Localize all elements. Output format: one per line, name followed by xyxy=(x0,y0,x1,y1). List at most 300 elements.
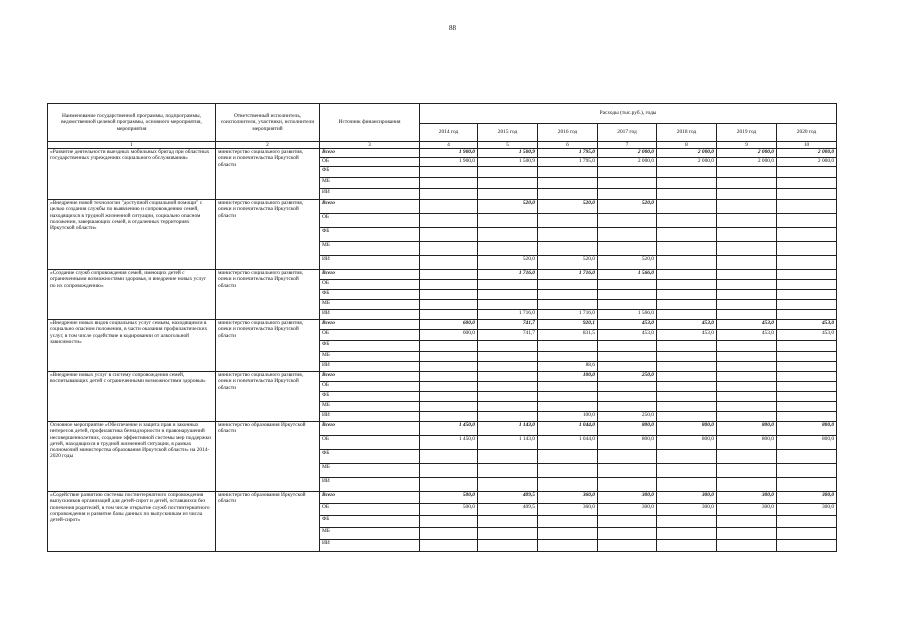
expense-value xyxy=(478,464,538,478)
expense-value: 2 000,0 xyxy=(598,158,657,167)
expense-value xyxy=(478,372,538,382)
expense-value xyxy=(598,352,657,362)
expense-value xyxy=(478,290,538,300)
table-row xyxy=(48,320,837,330)
expense-value xyxy=(598,450,657,464)
expense-value xyxy=(717,270,777,280)
funding-source: Всего xyxy=(320,492,420,504)
expense-value: 800,0 xyxy=(657,422,717,436)
expense-value xyxy=(420,528,478,540)
expense-value: 600,0 xyxy=(420,320,478,330)
expense-value: 409,5 xyxy=(478,492,538,504)
header-name: Наименование государственной программы, подпрограммы, ведомственной целевой программы, основного мероприятия, мероприятия xyxy=(48,104,216,142)
expense-value: 1 795,0 xyxy=(538,158,598,167)
expense-value xyxy=(420,450,478,464)
expense-value xyxy=(657,341,717,352)
expense-value xyxy=(478,478,538,492)
expense-value xyxy=(657,228,717,242)
expense-value: 453,0 xyxy=(598,320,657,330)
expense-value xyxy=(717,228,777,242)
funding-source: МБ xyxy=(320,352,420,362)
expense-value xyxy=(538,352,598,362)
table-row xyxy=(48,149,837,158)
expense-value: 88,6 xyxy=(538,362,598,372)
expense-value: 520,0 xyxy=(598,200,657,214)
expense-value xyxy=(478,228,538,242)
expense-value xyxy=(538,290,598,300)
expense-value xyxy=(538,228,598,242)
expense-value xyxy=(777,402,837,412)
expense-value xyxy=(538,178,598,189)
funding-source: ИИ xyxy=(320,256,420,270)
expense-value xyxy=(657,300,717,310)
expense-value: 800,0 xyxy=(777,422,837,436)
expense-value: 1 716,0 xyxy=(538,310,598,320)
expense-value xyxy=(657,290,717,300)
funding-source: МБ xyxy=(320,300,420,310)
expense-value: 100,0 xyxy=(538,372,598,382)
activity-name: «Создание служб сопровождения семей, имеющих детей с ограниченными возможностями здоровья, и внедрение новых услуг по их сопровождению» xyxy=(48,270,216,320)
table-row xyxy=(48,270,837,280)
expense-value: 520,0 xyxy=(598,256,657,270)
expense-value: 2 000,0 xyxy=(717,149,777,158)
expense-value xyxy=(420,402,478,412)
expense-value: 800,0 xyxy=(598,436,657,450)
expense-value xyxy=(717,214,777,228)
funding-source: Всего xyxy=(320,149,420,158)
expense-value: 300,0 xyxy=(598,504,657,516)
expense-value: 831,5 xyxy=(538,330,598,341)
expense-value: 360,0 xyxy=(538,504,598,516)
expense-value xyxy=(478,341,538,352)
expense-value xyxy=(420,280,478,290)
expense-value xyxy=(420,464,478,478)
expense-value xyxy=(777,214,837,228)
expense-value xyxy=(657,270,717,280)
activity-name: «Внедрение новых услуг в систему сопровождения семей, воспитывающих детей с ограниченными возможностями здоровья» xyxy=(48,372,216,422)
expense-value xyxy=(777,178,837,189)
expense-value xyxy=(717,200,777,214)
funding-source: ФБ xyxy=(320,516,420,528)
expense-value: 300,0 xyxy=(777,504,837,516)
funding-source: МБ xyxy=(320,242,420,256)
expense-value: 500,0 xyxy=(420,504,478,516)
expense-value xyxy=(598,402,657,412)
expense-value: 2 000,0 xyxy=(717,158,777,167)
expense-value xyxy=(598,290,657,300)
budget-table xyxy=(47,103,837,552)
expense-value xyxy=(598,214,657,228)
expense-value xyxy=(420,270,478,280)
expense-value xyxy=(478,516,538,528)
expense-value xyxy=(777,300,837,310)
expense-value xyxy=(598,392,657,402)
expense-value: 250,0 xyxy=(598,412,657,422)
expense-value xyxy=(598,178,657,189)
expense-value xyxy=(717,450,777,464)
expense-value xyxy=(717,540,777,552)
expense-value: 1 716,0 xyxy=(478,270,538,280)
expense-value xyxy=(777,189,837,200)
expense-value: 600,0 xyxy=(420,330,478,341)
funding-source: ФБ xyxy=(320,290,420,300)
expense-value xyxy=(777,228,837,242)
funding-source: ИИ xyxy=(320,189,420,200)
expense-value xyxy=(717,528,777,540)
expense-value xyxy=(657,372,717,382)
funding-source: ФБ xyxy=(320,228,420,242)
expense-value xyxy=(598,540,657,552)
expense-value xyxy=(538,402,598,412)
expense-value xyxy=(657,478,717,492)
expense-value xyxy=(538,189,598,200)
funding-source: ОБ xyxy=(320,158,420,167)
expense-value: 300,0 xyxy=(657,492,717,504)
expense-value xyxy=(538,280,598,290)
expense-value xyxy=(777,372,837,382)
expense-value xyxy=(657,464,717,478)
expense-value xyxy=(478,450,538,464)
expense-value xyxy=(777,167,837,178)
column-number: 8 xyxy=(657,142,717,149)
expense-value xyxy=(478,280,538,290)
expense-value xyxy=(478,178,538,189)
expense-value xyxy=(598,362,657,372)
expense-value xyxy=(478,189,538,200)
column-number-row xyxy=(48,142,837,149)
expense-value xyxy=(538,464,598,478)
expense-value: 500,0 xyxy=(420,492,478,504)
expense-value: 520,0 xyxy=(478,256,538,270)
funding-source: ИИ xyxy=(320,412,420,422)
year-header: 2017 год xyxy=(598,124,657,142)
table-row xyxy=(48,200,837,214)
expense-value: 741,7 xyxy=(478,330,538,341)
expense-value xyxy=(420,256,478,270)
expense-value xyxy=(657,528,717,540)
table-body xyxy=(48,149,837,552)
expense-value xyxy=(717,516,777,528)
expense-value xyxy=(598,478,657,492)
expense-value: 453,0 xyxy=(717,330,777,341)
expense-value xyxy=(777,528,837,540)
expense-value xyxy=(777,242,837,256)
expense-value xyxy=(598,280,657,290)
expense-value xyxy=(657,412,717,422)
expense-value xyxy=(598,228,657,242)
expense-value xyxy=(538,341,598,352)
expense-value: 1 566,0 xyxy=(598,310,657,320)
expense-value xyxy=(777,270,837,280)
activity-name: «Содействие развитию системы постинтернатного сопровождения выпускников организаций для детей-сирот и детей, оставшихся без попечения родителей, в том числе открытие служб постинтернатного сопровождения и развитие базы данных по выпускникам из числа детей-сирот» xyxy=(48,492,216,552)
year-header: 2020 год xyxy=(777,124,837,142)
expense-value xyxy=(538,516,598,528)
expense-value xyxy=(777,280,837,290)
expense-value: 1 795,0 xyxy=(538,149,598,158)
expense-value: 1 500,9 xyxy=(478,149,538,158)
activity-name: «Внедрение новых видов социальных услуг семьям, находящимся в социально опасном положении, в части оказания профилактических услуг, в том числе содействие в кодировании от алкогольной зависимости» xyxy=(48,320,216,372)
funding-source: МБ xyxy=(320,528,420,540)
expense-value xyxy=(777,200,837,214)
expense-value xyxy=(538,540,598,552)
expense-value: 300,0 xyxy=(657,504,717,516)
funding-source: Всего xyxy=(320,270,420,280)
expense-value xyxy=(657,242,717,256)
expense-value: 1 566,0 xyxy=(598,270,657,280)
funding-source: ИИ xyxy=(320,540,420,552)
column-number: 4 xyxy=(420,142,478,149)
expense-value xyxy=(777,310,837,320)
expense-value: 1 450,0 xyxy=(420,436,478,450)
expense-value xyxy=(478,382,538,392)
expense-value xyxy=(657,362,717,372)
funding-source: Всего xyxy=(320,422,420,436)
expense-value: 800,0 xyxy=(657,436,717,450)
expense-value xyxy=(717,290,777,300)
expense-value: 800,0 xyxy=(717,422,777,436)
funding-source: ОБ xyxy=(320,382,420,392)
expense-value xyxy=(420,372,478,382)
expense-value xyxy=(478,362,538,372)
expense-value xyxy=(657,280,717,290)
expense-value xyxy=(598,341,657,352)
expense-value: 453,0 xyxy=(777,320,837,330)
expense-value xyxy=(538,450,598,464)
responsible-executor: министерство социального развития, опеки и попечительства Иркутской области xyxy=(216,320,320,372)
expense-value xyxy=(657,189,717,200)
expense-value xyxy=(478,242,538,256)
expense-value xyxy=(717,372,777,382)
table-row xyxy=(48,422,837,436)
expense-value xyxy=(717,300,777,310)
funding-source: МБ xyxy=(320,464,420,478)
expense-value xyxy=(420,540,478,552)
expense-value: 453,0 xyxy=(657,320,717,330)
header-exec: Ответственный исполнитель, соисполнители, участники, исполнители мероприятий xyxy=(216,104,320,142)
expense-value xyxy=(538,392,598,402)
funding-source: ОБ xyxy=(320,280,420,290)
column-number: 1 xyxy=(48,142,216,149)
expense-value xyxy=(538,300,598,310)
column-number: 10 xyxy=(777,142,837,149)
year-header: 2018 год xyxy=(657,124,717,142)
expense-value: 300,0 xyxy=(717,492,777,504)
expense-value xyxy=(717,310,777,320)
expense-value: 1 500,9 xyxy=(478,158,538,167)
expense-value xyxy=(420,478,478,492)
expense-value xyxy=(478,540,538,552)
funding-source: Всего xyxy=(320,320,420,330)
expense-value xyxy=(420,228,478,242)
header-source: Источник финансирования xyxy=(320,104,420,142)
year-header: 2016 год xyxy=(538,124,598,142)
expense-value xyxy=(717,256,777,270)
responsible-executor: министерство социального развития, опеки и попечительства Иркутской области xyxy=(216,200,320,270)
expense-value xyxy=(478,402,538,412)
expense-value xyxy=(657,382,717,392)
expense-value xyxy=(420,214,478,228)
year-header: 2014 год xyxy=(420,124,478,142)
expense-value xyxy=(777,352,837,362)
expense-value xyxy=(538,382,598,392)
expense-value xyxy=(478,352,538,362)
expense-value xyxy=(717,352,777,362)
expense-value xyxy=(657,167,717,178)
expense-value: 453,0 xyxy=(717,320,777,330)
expense-value: 800,0 xyxy=(717,436,777,450)
expense-value xyxy=(598,382,657,392)
expense-value xyxy=(598,516,657,528)
expense-value xyxy=(777,450,837,464)
expense-value xyxy=(717,341,777,352)
funding-source: ФБ xyxy=(320,341,420,352)
expense-value: 453,0 xyxy=(777,330,837,341)
expense-value: 300,0 xyxy=(777,492,837,504)
expense-value: 300,0 xyxy=(598,492,657,504)
expense-value: 800,0 xyxy=(777,436,837,450)
expense-value xyxy=(538,242,598,256)
expense-value: 1 900,0 xyxy=(420,158,478,167)
funding-source: Всего xyxy=(320,372,420,382)
expense-value xyxy=(598,167,657,178)
expense-value xyxy=(420,178,478,189)
expense-value xyxy=(420,167,478,178)
year-header: 2015 год xyxy=(478,124,538,142)
year-header: 2019 год xyxy=(717,124,777,142)
expense-value xyxy=(777,362,837,372)
expense-value xyxy=(657,310,717,320)
expense-value xyxy=(657,352,717,362)
expense-value: 453,0 xyxy=(598,330,657,341)
activity-name: «Развитие деятельности выездных мобильных бригад при областных государственных учреждениях социального обслуживания» xyxy=(48,149,216,200)
expense-value xyxy=(420,341,478,352)
expense-value xyxy=(420,189,478,200)
expense-value xyxy=(538,167,598,178)
funding-source: ИИ xyxy=(320,362,420,372)
expense-value xyxy=(420,412,478,422)
expense-value xyxy=(538,528,598,540)
expense-value xyxy=(717,392,777,402)
column-number: 7 xyxy=(598,142,657,149)
expense-value: 1 900,0 xyxy=(420,149,478,158)
funding-source: ОБ xyxy=(320,436,420,450)
activity-name: «Внедрение новой технологии "доступной социальной помощи" с целью создания службы по выявлению и сопровождению семей, находящихся в трудной жизненной ситуации, социально опасном положении, завершающих семей, в отдаленных территориях Иркутской области» xyxy=(48,200,216,270)
responsible-executor: министерство образования Иркутской области xyxy=(216,492,320,552)
column-number: 2 xyxy=(216,142,320,149)
expense-value xyxy=(657,450,717,464)
responsible-executor: министерство образования Иркутской области xyxy=(216,422,320,492)
funding-source: ОБ xyxy=(320,330,420,341)
expense-value xyxy=(777,392,837,402)
funding-source: ИИ xyxy=(320,478,420,492)
responsible-executor: министерство социального развития, опеки и попечительства Иркутской области xyxy=(216,372,320,422)
expense-value xyxy=(717,280,777,290)
expense-value: 1 044,0 xyxy=(538,436,598,450)
expense-value xyxy=(420,242,478,256)
funding-source: ФБ xyxy=(320,167,420,178)
expense-value xyxy=(598,189,657,200)
expense-value: 409,5 xyxy=(478,504,538,516)
expense-value: 520,0 xyxy=(538,200,598,214)
expense-value: 920,1 xyxy=(538,320,598,330)
expense-value: 2 000,0 xyxy=(777,158,837,167)
expense-value xyxy=(657,214,717,228)
expense-value xyxy=(420,290,478,300)
funding-source: ОБ xyxy=(320,504,420,516)
expense-value xyxy=(598,300,657,310)
expense-value xyxy=(420,310,478,320)
expense-value xyxy=(598,464,657,478)
expense-value xyxy=(777,341,837,352)
expense-value xyxy=(717,189,777,200)
expense-value: 2 000,0 xyxy=(777,149,837,158)
funding-source: МБ xyxy=(320,178,420,189)
expense-value xyxy=(777,382,837,392)
expense-value xyxy=(657,402,717,412)
expense-value xyxy=(777,464,837,478)
funding-source: ФБ xyxy=(320,450,420,464)
expense-value xyxy=(777,516,837,528)
expense-value: 100,0 xyxy=(538,412,598,422)
expense-value xyxy=(657,256,717,270)
expense-value xyxy=(538,478,598,492)
expense-value xyxy=(420,382,478,392)
expense-value: 300,0 xyxy=(717,504,777,516)
funding-source: Всего xyxy=(320,200,420,214)
expense-value xyxy=(717,412,777,422)
expense-value xyxy=(777,478,837,492)
page-number: 88 xyxy=(449,24,456,32)
expense-value xyxy=(420,392,478,402)
expense-value xyxy=(777,540,837,552)
expense-value: 800,0 xyxy=(598,422,657,436)
table-row xyxy=(48,372,837,382)
expense-value: 2 000,0 xyxy=(657,158,717,167)
funding-source: МБ xyxy=(320,402,420,412)
expense-value xyxy=(717,178,777,189)
expense-value xyxy=(598,528,657,540)
column-number: 3 xyxy=(320,142,420,149)
expense-value: 520,0 xyxy=(478,200,538,214)
expense-value: 1 044,0 xyxy=(538,422,598,436)
funding-source: ИИ xyxy=(320,310,420,320)
expense-value xyxy=(777,256,837,270)
expense-value: 520,0 xyxy=(538,256,598,270)
expense-value xyxy=(657,200,717,214)
expense-value: 360,0 xyxy=(538,492,598,504)
expense-value xyxy=(478,528,538,540)
header-expenses: Расходы (тыс.руб.), годы xyxy=(420,104,837,124)
expense-value: 453,0 xyxy=(657,330,717,341)
expense-value xyxy=(717,402,777,412)
activity-name: Основное мероприятие «Обеспечение и защита прав и законных интересов детей, профилактика безнадзорности и правонарушений несовершеннолетних, создание эффективной системы мер поддержки детей, находящихся в трудной жизненной ситуации, в рамках полномочий министерства образования Иркутской области» на 2014-2020 годы xyxy=(48,422,216,492)
expense-value: 1 450,0 xyxy=(420,422,478,436)
expense-value xyxy=(717,478,777,492)
column-number: 6 xyxy=(538,142,598,149)
expense-value xyxy=(478,300,538,310)
expense-value: 1 716,0 xyxy=(478,310,538,320)
expense-value xyxy=(657,392,717,402)
table-row xyxy=(48,492,837,504)
expense-value: 1 716,0 xyxy=(538,270,598,280)
expense-value xyxy=(657,540,717,552)
expense-value xyxy=(478,214,538,228)
expense-value xyxy=(478,412,538,422)
funding-source: ФБ xyxy=(320,392,420,402)
expense-value xyxy=(657,178,717,189)
expense-value xyxy=(777,290,837,300)
expense-value xyxy=(598,242,657,256)
